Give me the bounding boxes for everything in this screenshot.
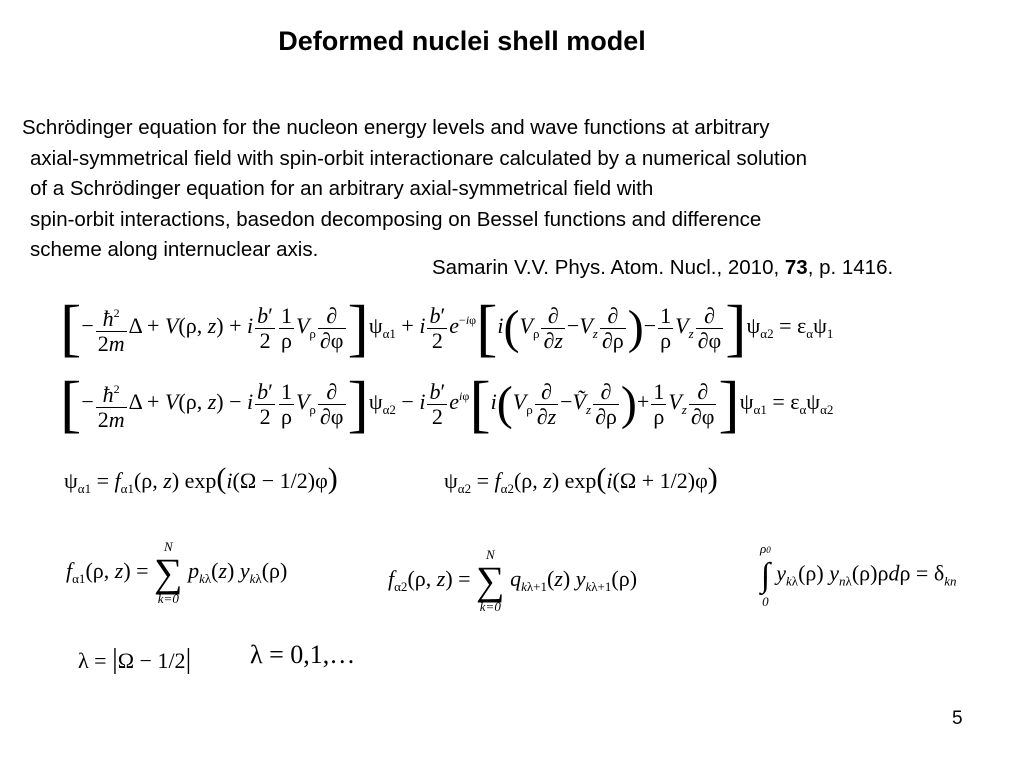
page-number: 5 <box>952 708 963 729</box>
equation-psi-alpha1: $\psi_{\alpha 1} = f_{\alpha 1}(\rho$, z) exp(i(Ω − 1/2)φ) <box>64 462 338 496</box>
equation-lambda-definition: λ = |Ω − 1/2| <box>78 644 192 675</box>
equation-orthogonality: ρ0 ∫ 0 $y_{k\lambda}(\rho) y_{n\lambda}(\rho)\rho d\rho = \delta_{kn}$ <box>760 541 957 609</box>
description-paragraph <box>22 113 1012 266</box>
paragraph-line: spin-orbit interactions, basedon decomposing on Bessel functions and difference <box>30 207 762 231</box>
equation-psi-alpha2: $\psi_{\alpha 2} = f_{\alpha 2}(\rho$, z) exp(i(Ω + 1/2)φ) <box>444 462 718 496</box>
slide-title: Deformed nuclei shell model <box>278 26 646 56</box>
paragraph-line: of a Schrödinger equation for an arbitrary axial-symmetrical field with <box>30 177 654 200</box>
reference-volume: 73 <box>784 256 808 279</box>
reference-text: Samarin V.V. Phys. Atom. Nucl., 2010, <box>432 256 785 279</box>
equation-coupled-1: [− $\frac{ħ^2}{2m}$ Δ + V(ρ, z) + i $\frac{b'}{2}$ $\frac{1}{\rho}$ $V_\rho$ $\frac{\partial}{\partial\varphi}$ ]$\psi_{\alpha 1} + i$ $\frac{b'}{2}$ $e^{-i\varphi}[i(V_\rho$ $\frac{\partial}{\partial z}$ $-V_z$ $\frac{\partial}{\partial\rho}$ )− $\frac{1}{\rho}$ $V_z$ $\frac{\partial}{\partial\varphi}$ ]$\psi_{\alpha 2} = \varepsilon_\alpha\psi_1$ <box>60 292 834 363</box>
equation-lambda-values: λ = 0,1,… <box>250 640 356 669</box>
paragraph-line: axial-symmetrical field with spin-orbit interactionare calculated by a numerical solution <box>30 146 808 170</box>
equation-f-alpha1-expansion: $f_{\alpha 1}(\rho$, z) = N ∑ k=0 $p_{k\lambda}(z)$ $y_{k\lambda}(\rho)$ <box>66 539 288 606</box>
paragraph-line: scheme along internuclear axis. <box>30 238 319 261</box>
equation-f-alpha2-expansion: $f_{\alpha 2}(\rho$, z) = N ∑ k=0 $q_{k\lambda+1}(z)$ $y_{k\lambda+1}(\rho)$ <box>388 547 638 614</box>
reference-pages: , p. 1416. <box>807 256 894 279</box>
paragraph-line: Schrödinger equation for the nucleon energy levels and wave functions at arbitrary <box>22 116 770 139</box>
reference-citation <box>432 256 893 280</box>
equation-coupled-2: [− $\frac{ħ^2}{2m}$ Δ + V(ρ, z) − i $\frac{b'}{2}$ $\frac{1}{\rho}$ $V_\rho$ $\frac{\partial}{\partial\varphi}$ ]$\psi_{\alpha 2} - i$ $\frac{b'}{2}$ $e^{i\varphi}[i(V_\rho$ $\frac{\partial}{\partial z}$ −Ṽ$_z$ $\frac{\partial}{\partial\rho}$ )+ $\frac{1}{\rho}$ $V_z$ $\frac{\partial}{\partial\varphi}$ ]$\psi_{\alpha 1} = \varepsilon_\alpha\psi_{\alpha 2}$ <box>60 368 834 439</box>
